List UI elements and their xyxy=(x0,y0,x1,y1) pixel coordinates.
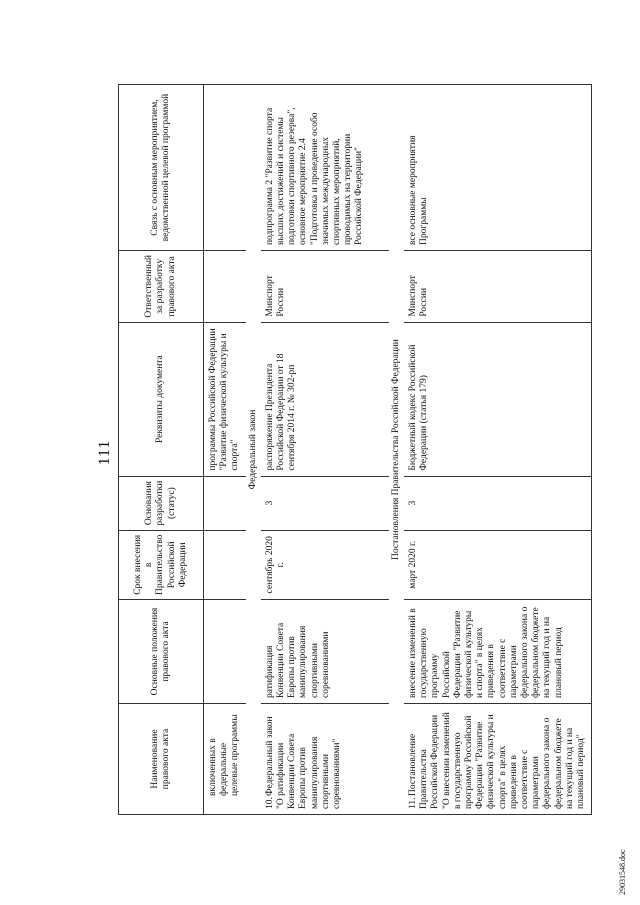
continuation-row xyxy=(204,85,246,815)
row-11-responsible: Минспорт России xyxy=(404,251,592,323)
row-11-name: 11.Постановление Правительства Российской Федерации "О внесении изменений в государственную программу Российской Федерации "Развитие физической культуры и спорта" в целях приведения в соответствие с параметрами федерального закона о федеральном бюджете на текущий год и на плановый период" xyxy=(404,704,592,815)
row-10-name: 10.Федеральный закон "О ратификации Конвенции Совета Европы против манипулирования спортивными соревнованиями" xyxy=(261,704,389,815)
header-act-name: Наименование правового акта xyxy=(119,704,204,815)
legal-acts-table xyxy=(118,84,592,815)
row-10-link: подпрограмма 2 "Развитие спорта высших достижений и системы подготовки спортивного резерва", основное мероприятие 2.4 "Подготовка и проведение особо значимых международных спортивных мероприятий, проводимых на территории Российской Федерации" xyxy=(261,85,389,251)
section-government-decree: Постановления Правительства Российской Федерации xyxy=(389,85,404,815)
section-row xyxy=(246,85,261,815)
continuation-name: включенных в федеральные целевые программы xyxy=(204,704,246,815)
file-name-footer: 29031548.doc xyxy=(618,849,627,895)
table-row xyxy=(261,85,389,815)
header-details: Реквизиты документа xyxy=(119,322,204,476)
header-basis: Основания разработки (статус) xyxy=(119,476,204,530)
section-row xyxy=(389,85,404,815)
row-11-deadline: март 2020 г. xyxy=(404,530,592,599)
row-10-details: распоряжение Президента Российской Федерации от 18 сентября 2014 г. № 302-рп xyxy=(261,322,389,476)
row-11-link: все основные мероприятия Программы xyxy=(404,85,592,251)
header-deadline: Срок внесения в Правительство Российской Федерации xyxy=(119,530,204,599)
header-link: Связь с основным мероприятием, ведомственной целевой программой xyxy=(119,85,204,251)
table-row xyxy=(404,85,592,815)
header-provisions: Основные положения правового акта xyxy=(119,600,204,704)
row-10-provisions: ратификация Конвенции Совета Европы против манипулирования спортивными соревнованиями xyxy=(261,600,389,704)
row-11-provisions: внесение изменений в государственную программу Российской Федерации "Развитие физической культуры и спорта" в целях приведения в соответствие с параметрами федерального закона о федеральном бюджете на текущий год и на плановый период xyxy=(404,600,592,704)
row-10-deadline: сентябрь 2020 г. xyxy=(261,530,389,599)
page-number: 111 xyxy=(96,439,113,466)
row-11-details: Бюджетный кодекс Российской Федерации (статья 179) xyxy=(404,322,592,476)
section-federal-law: Федеральный закон xyxy=(246,85,261,815)
continuation-details: программы Российской Федерации "Развитие физической культуры и спорта" xyxy=(204,322,246,476)
row-10-responsible: Минспорт России xyxy=(261,251,389,323)
table-header-row xyxy=(119,85,204,815)
row-11-basis: 3 xyxy=(404,476,592,530)
row-10-basis: 3 xyxy=(261,476,389,530)
header-responsible: Ответственный за разработку правового акта xyxy=(119,251,204,323)
